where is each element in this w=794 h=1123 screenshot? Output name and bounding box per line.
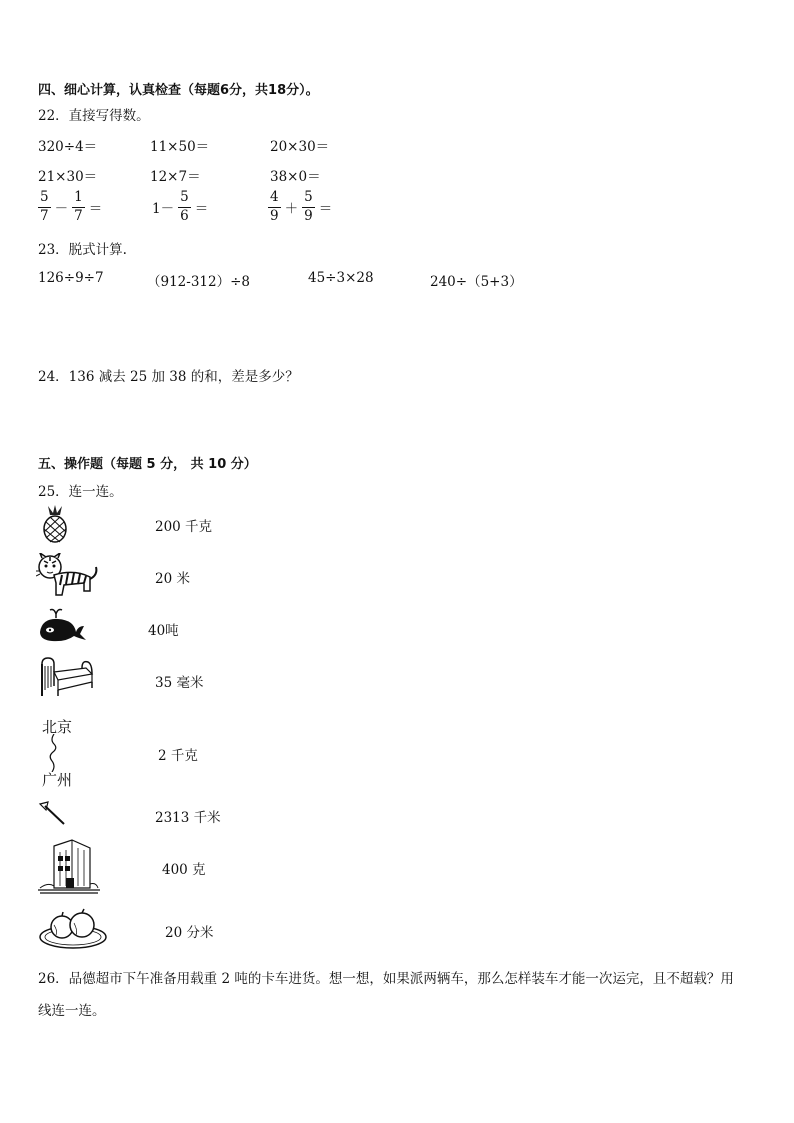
answer-option: 20 米 [155,571,190,587]
question-24-title: 24．136 减去 25 加 38 的和，差是多少？ [38,369,299,385]
fraction-expression [152,191,208,223]
operator: ＋ [284,201,299,217]
lead-term: 1－ [152,201,175,217]
question-23-title: 23．脱式计算. [38,242,127,258]
calc-item: （912-312）÷8 [147,274,250,290]
fraction [178,191,191,223]
fraction-expression [38,191,102,223]
equals-sign: ＝ [318,201,333,217]
fraction [72,191,85,223]
calc-item: 45÷3×28 [308,270,374,286]
tiger-icon [36,553,102,599]
fraction [302,191,315,223]
calc-item: 11×50＝ [150,139,210,155]
fruit-plate-icon [38,905,108,951]
numerator: 5 [302,191,315,208]
fraction-expression [268,191,332,223]
denominator: 9 [270,207,279,224]
guangzhou-label: 广州 [42,771,73,789]
section-4-title: 四、细心计算，认真检查（每题6分，共18分）。 [38,83,319,98]
question-25-title: 25．连一连。 [38,484,123,500]
question-22-title: 22．直接写得数。 [38,108,150,124]
building-icon [38,838,100,894]
answer-option: 2313 千米 [155,810,221,826]
numerator: 5 [38,191,51,208]
calc-item: 320÷4＝ [38,139,98,155]
denominator: 7 [74,207,83,224]
question-26-text: 26．品德超市下午准备用载重 2 吨的卡车进货。想一想，如果派两辆车，那么怎样装车才能一次运完，且不超载？用 [38,971,734,987]
numerator: 5 [178,191,191,208]
numerator: 1 [72,191,85,208]
calc-item: 38×0＝ [270,169,321,185]
operator: － [54,201,69,217]
calc-item: 126÷9÷7 [38,270,104,286]
denominator: 6 [180,207,189,224]
answer-option: 35 毫米 [155,675,204,691]
calc-item: 240÷（5+3） [430,274,523,290]
beijing-label: 北京 [42,718,73,736]
question-26-text-continued: 线连一连。 [38,1003,106,1019]
route-line-icon [44,734,84,772]
equals-sign: ＝ [194,201,209,217]
denominator: 7 [40,207,49,224]
numerator: 4 [268,191,281,208]
fraction [268,191,281,223]
nail-icon [38,800,68,826]
answer-option: 200 千克 [155,519,213,535]
answer-option: 400 克 [162,862,206,878]
fraction [38,191,51,223]
calc-item: 20×30＝ [270,139,330,155]
whale-icon [36,606,88,644]
answer-option: 2 千克 [158,748,198,764]
answer-option: 40吨 [148,623,179,639]
bed-icon [38,656,94,698]
denominator: 9 [304,207,313,224]
equals-sign: ＝ [88,201,103,217]
section-5-title: 五、操作题（每题 5 分， 共 10 分） [38,457,257,472]
answer-option: 20 分米 [165,925,214,941]
calc-item: 12×7＝ [150,169,201,185]
pineapple-icon [38,505,72,543]
calc-item: 21×30＝ [38,169,98,185]
